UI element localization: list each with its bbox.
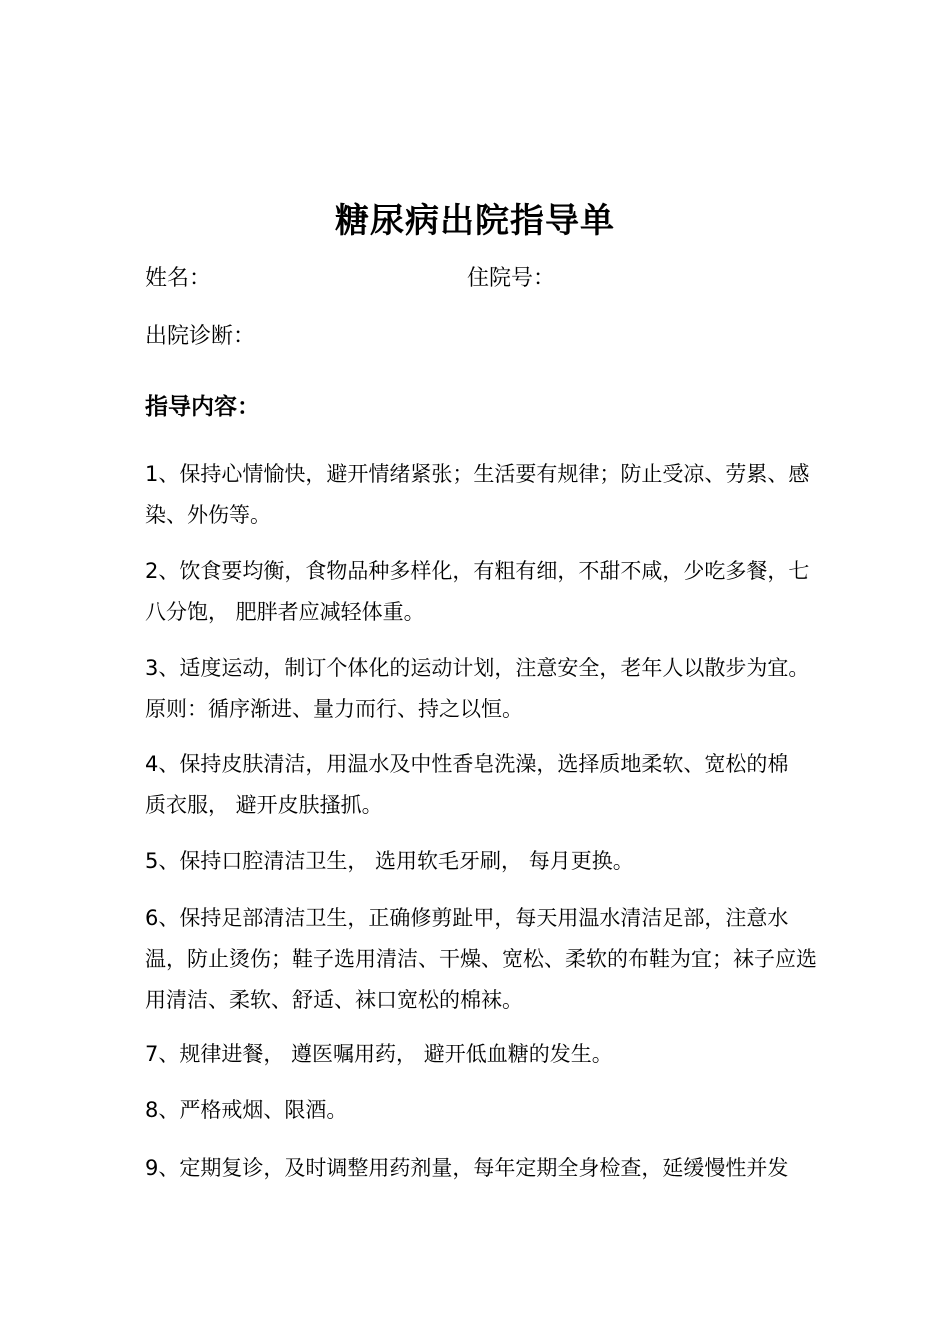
guidance-item-line: 质衣服， 避开皮肤搔抓。 <box>145 793 383 817</box>
guidance-item-line: 4、保持皮肤清洁，用温水及中性香皂洗澡，选择质地柔软、宽松的棉 <box>145 752 789 776</box>
guidance-item-6 <box>145 898 835 1021</box>
guidance-item-line: 1、保持心情愉快，避开情绪紧张；生活要有规律；防止受凉、劳累、感 <box>145 462 810 486</box>
patient-name-label: 姓名： <box>145 266 212 291</box>
guidance-item-line: 6、保持足部清洁卫生，正确修剪趾甲，每天用温水清洁足部，注意水 <box>145 906 789 930</box>
guidance-item-3 <box>145 648 835 730</box>
discharge-diagnosis-label: 出院诊断： <box>145 324 256 349</box>
guidance-item-1 <box>145 454 835 536</box>
guidance-item-line: 2、饮食要均衡，食物品种多样化，有粗有细，不甜不咸，少吃多餐，七 <box>145 559 810 583</box>
guidance-item-8 <box>145 1090 835 1131</box>
guidance-item-2 <box>145 551 835 633</box>
guidance-item-7 <box>145 1034 835 1075</box>
admission-number-label: 住院号： <box>467 266 556 291</box>
guidance-item-line: 八分饱， 肥胖者应减轻体重。 <box>145 600 425 624</box>
guidance-item-line: 温，防止烫伤；鞋子选用清洁、干燥、宽松、柔软的布鞋为宜；袜子应选 <box>145 947 817 971</box>
guidance-item-9 <box>145 1148 835 1189</box>
guidance-item-line: 3、适度运动，制订个体化的运动计划，注意安全，老年人以散步为宜。 <box>145 656 810 680</box>
guidance-item-line: 5、保持口腔清洁卫生， 选用软毛牙刷， 每月更换。 <box>145 849 634 873</box>
guidance-item-line: 8、严格戒烟、限酒。 <box>145 1098 348 1122</box>
guidance-item-line: 用清洁、柔软、舒适、袜口宽松的棉袜。 <box>145 988 523 1012</box>
guidance-heading: 指导内容： <box>145 394 260 420</box>
guidance-item-line: 染、外伤等。 <box>145 503 271 527</box>
guidance-item-line: 原则：循序渐进、量力而行、持之以恒。 <box>145 697 523 721</box>
guidance-item-5 <box>145 841 835 882</box>
guidance-item-4 <box>145 744 835 826</box>
document-title: 糖尿病出院指导单 <box>335 201 615 241</box>
guidance-item-line: 9、定期复诊，及时调整用药剂量，每年定期全身检查，延缓慢性并发 <box>145 1156 789 1180</box>
guidance-item-line: 7、规律进餐， 遵医嘱用药， 避开低血糖的发生。 <box>145 1042 613 1066</box>
